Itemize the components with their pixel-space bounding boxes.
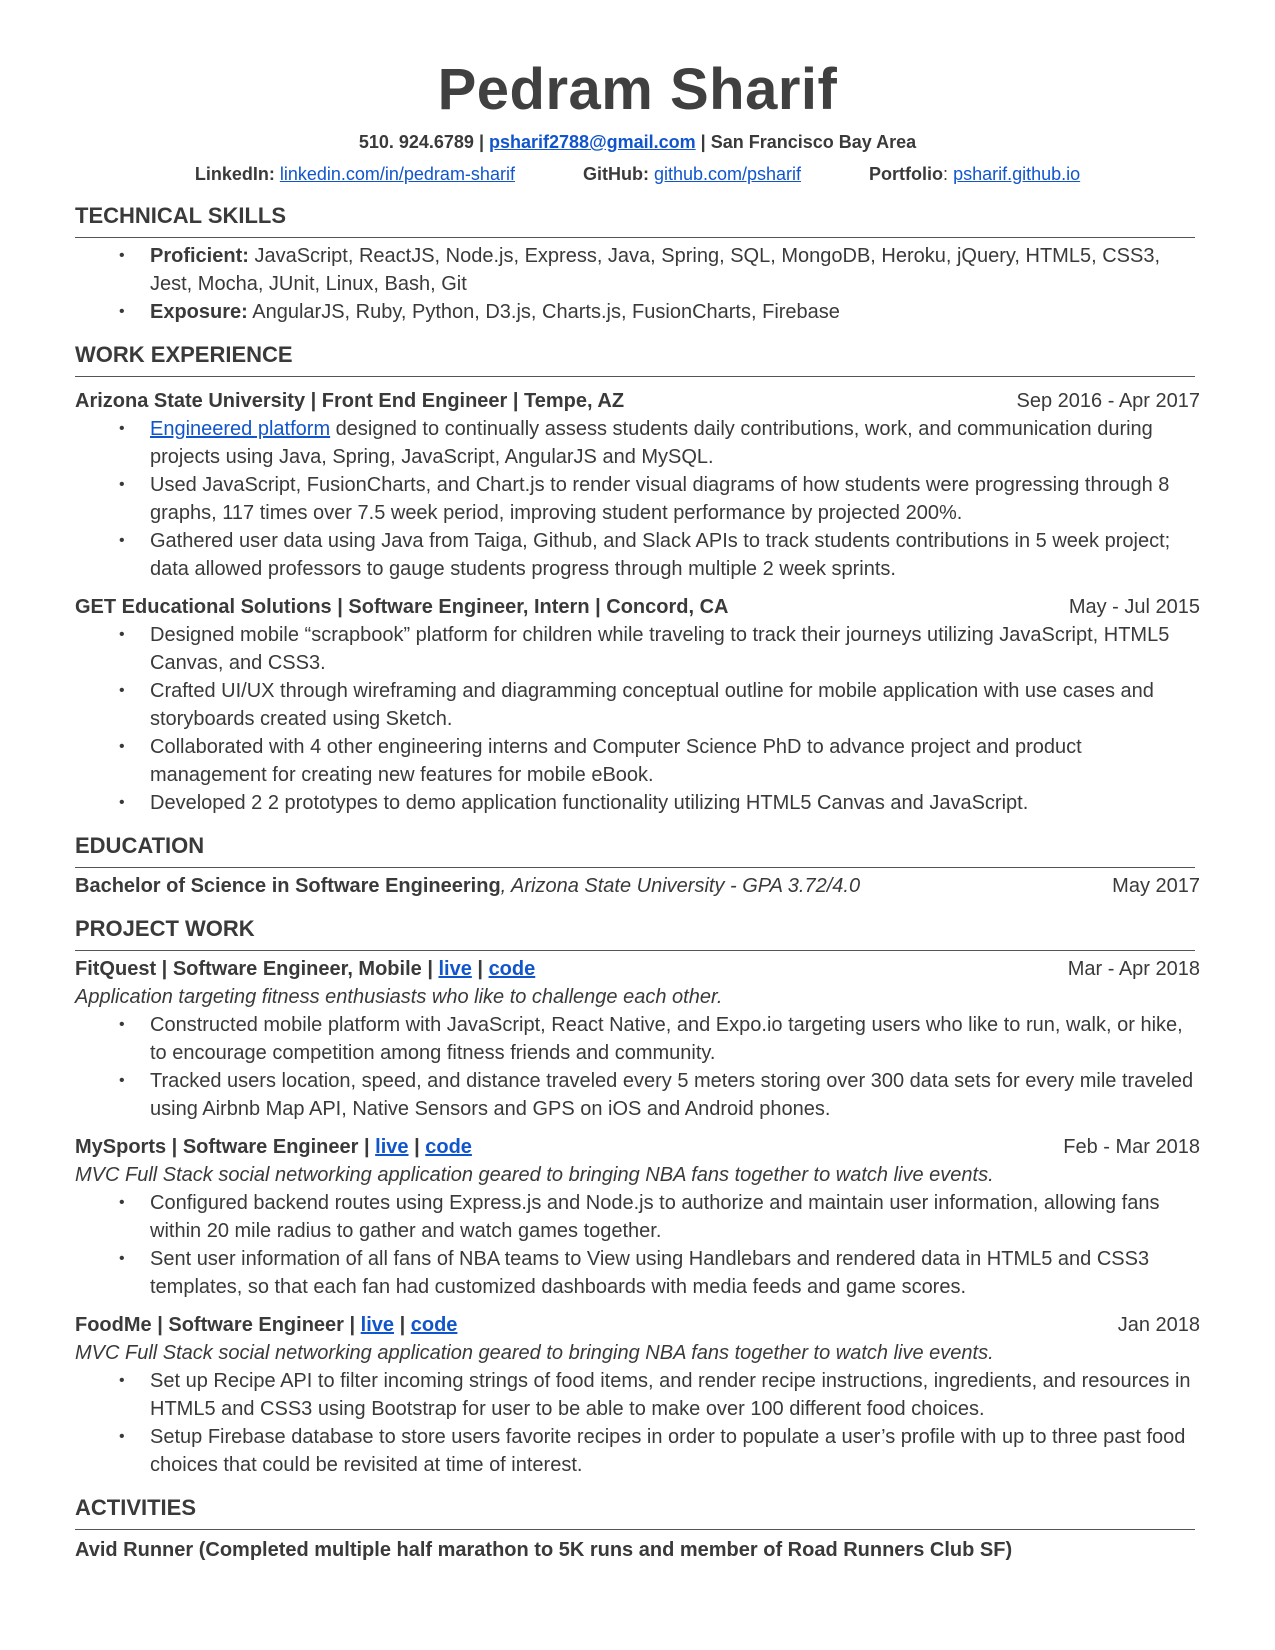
education-row bbox=[75, 872, 1200, 900]
profile-links bbox=[75, 161, 1200, 187]
linkedin-entry bbox=[195, 161, 515, 187]
list-item: • Designed mobile “scrapbook” platform for children while traveling to track their journeys utilizing JavaScript, HTML5 Canvas, and CSS3. bbox=[119, 621, 1200, 677]
project-date: Mar - Apr 2018 bbox=[1067, 958, 1200, 980]
list-item bbox=[119, 242, 1200, 298]
code-link[interactable]: code bbox=[488, 958, 536, 980]
list-item: • Crafted UI/UX through wireframing and diagramming conceptual outline for mobile application with use cases and storyboards created using Sketch. bbox=[119, 677, 1200, 733]
job-heading: Arizona State University | Front End Engineer | Tempe, AZ bbox=[75, 390, 625, 412]
list-item: • Used JavaScript, FusionCharts, and Chart.js to render visual diagrams of how students were progressing through 8 graphs, 117 times over 7.5 week period, improving student performance by projected 200%. bbox=[119, 471, 1200, 527]
education-date: May 2017 bbox=[1112, 875, 1200, 897]
list-item: • Set up Recipe API to filter incoming strings of food items, and render recipe instructions, ingredients, and resources in HTML5 and CSS3 using Bootstrap for user to be able to make over 100 different food choices. bbox=[119, 1367, 1200, 1423]
separator: | bbox=[700, 132, 706, 152]
list-item bbox=[119, 415, 1200, 471]
degree: Bachelor of Science in Software Engineering bbox=[75, 875, 501, 897]
resume-page bbox=[75, 55, 1200, 1564]
portfolio-colon: : bbox=[943, 164, 949, 184]
project-title: MySports | Software Engineer | bbox=[75, 1136, 370, 1158]
live-link[interactable]: live bbox=[375, 1136, 409, 1158]
section-title-education: EDUCATION bbox=[75, 833, 205, 858]
bullet-text: designed to continually assess students daily contributions, work, and communication during projects using Java, Spring, JavaScript, AngularJS and MySQL. bbox=[150, 418, 1153, 468]
school: , Arizona State University - GPA 3.72/4.0 bbox=[500, 875, 861, 897]
project-bullets bbox=[119, 1367, 1200, 1479]
section-title-work: WORK EXPERIENCE bbox=[75, 342, 293, 367]
separator: | bbox=[478, 132, 484, 152]
section-title-activities: ACTIVITIES bbox=[75, 1495, 197, 1520]
list-item: • Gathered user data using Java from Taiga, Github, and Slack APIs to track students contributions in 5 week project; data allowed professors to gauge students progress through multiple 2 week sprints. bbox=[119, 527, 1200, 583]
project-heading: FitQuest | Software Engineer, Mobile | live | code bbox=[75, 958, 536, 980]
project-header bbox=[75, 1133, 1200, 1161]
location: San Francisco Bay Area bbox=[710, 132, 917, 152]
code-link[interactable]: code bbox=[425, 1136, 472, 1158]
code-link[interactable]: code bbox=[410, 1314, 458, 1336]
proficient-skills: JavaScript, ReactJS, Node.js, Express, Java, Spring, SQL, MongoDB, Heroku, jQuery, HTML5, CSS3, Jest, Mocha, JUnit, Linux, Bash, Git bbox=[150, 245, 1161, 295]
list-item: • Configured backend routes using Express.js and Node.js to authorize and maintain user information, allowing fans within 20 mile radius to gather and watch games together. bbox=[119, 1189, 1200, 1245]
project-heading: MySports | Software Engineer | live | code bbox=[75, 1136, 472, 1158]
project-description: Application targeting fitness enthusiasts who like to challenge each other. bbox=[75, 986, 723, 1008]
email-link[interactable]: psharif2788@gmail.com bbox=[489, 132, 696, 152]
engineered-platform-link[interactable]: Engineered platform bbox=[150, 418, 331, 440]
list-item: • Sent user information of all fans of NBA teams to View using Handlebars and rendered data in HTML5 and CSS3 templates, so that each fan had customized dashboards with media feeds and game scores. bbox=[119, 1245, 1200, 1301]
section-divider bbox=[75, 376, 1195, 377]
contact-line bbox=[75, 129, 1200, 155]
proficient-label: Proficient: bbox=[150, 245, 249, 267]
project-heading: FoodMe | Software Engineer | live | code bbox=[75, 1314, 458, 1336]
job-bullets bbox=[119, 621, 1200, 817]
list-item: • Constructed mobile platform with JavaScript, React Native, and Expo.io targeting users who like to run, walk, or hike, to encourage competition among fitness friends and community. bbox=[119, 1011, 1200, 1067]
section-divider bbox=[75, 867, 1195, 868]
list-item: • Setup Firebase database to store users favorite recipes in order to populate a user’s profile with up to three past food choices that could be revisited at time of interest. bbox=[119, 1423, 1200, 1479]
exposure-label: Exposure: bbox=[150, 301, 248, 323]
list-item: • Tracked users location, speed, and distance traveled every 5 meters storing over 300 data sets for every mile traveled using Airbnb Map API, Native Sensors and GPS on iOS and Android phones. bbox=[119, 1067, 1200, 1123]
project-date: Feb - Mar 2018 bbox=[1063, 1136, 1200, 1158]
portfolio-link[interactable]: psharif.github.io bbox=[953, 164, 1081, 184]
linkedin-link[interactable]: linkedin.com/in/pedram-sharif bbox=[279, 164, 515, 184]
activity-entry: Avid Runner (Completed multiple half marathon to 5K runs and member of Road Runners Club SF) bbox=[75, 1539, 1013, 1561]
section-title-skills: TECHNICAL SKILLS bbox=[75, 203, 287, 228]
live-link[interactable]: live bbox=[360, 1314, 395, 1336]
job-date: May - Jul 2015 bbox=[1068, 596, 1200, 618]
section-title-projects: PROJECT WORK bbox=[75, 916, 255, 941]
github-link[interactable]: github.com/psharif bbox=[653, 164, 802, 184]
project-header bbox=[75, 955, 1200, 983]
project-title: FoodMe | Software Engineer | bbox=[75, 1314, 356, 1336]
list-item: • Collaborated with 4 other engineering interns and Computer Science PhD to advance project and product management for creating new features for mobile eBook. bbox=[119, 733, 1200, 789]
project-description: MVC Full Stack social networking application geared to bringing NBA fans together to watch live events. bbox=[75, 1342, 994, 1364]
project-title: FitQuest | Software Engineer, Mobile | bbox=[75, 958, 433, 980]
job-header bbox=[75, 387, 1200, 415]
github-label: GitHub: bbox=[582, 164, 649, 184]
project-header bbox=[75, 1311, 1200, 1339]
linkedin-label: LinkedIn: bbox=[194, 164, 275, 184]
section-divider bbox=[75, 237, 1195, 238]
section-divider bbox=[75, 1529, 1195, 1530]
phone-number: 510. 924.6789 bbox=[358, 132, 474, 152]
list-item: • Developed 2 2 prototypes to demo application functionality utilizing HTML5 Canvas and JavaScript. bbox=[119, 789, 1200, 817]
exposure-skills: AngularJS, Ruby, Python, D3.js, Charts.js, FusionCharts, Firebase bbox=[252, 301, 840, 323]
job-date: Sep 2016 - Apr 2017 bbox=[1016, 390, 1200, 412]
github-entry bbox=[583, 161, 801, 187]
education-entry bbox=[75, 872, 860, 900]
portfolio-label: Portfolio bbox=[869, 164, 944, 184]
job-bullets bbox=[119, 415, 1200, 583]
live-link[interactable]: live bbox=[438, 958, 472, 980]
section-divider bbox=[75, 950, 1195, 951]
job-heading: GET Educational Solutions | Software Engineer, Intern | Concord, CA bbox=[75, 596, 729, 618]
job-header bbox=[75, 593, 1200, 621]
project-bullets bbox=[119, 1189, 1200, 1301]
project-bullets bbox=[119, 1011, 1200, 1123]
resume-name: Pedram Sharif bbox=[437, 57, 838, 122]
skills-list bbox=[119, 242, 1200, 326]
project-description: MVC Full Stack social networking application geared to bringing NBA fans together to watch live events. bbox=[75, 1164, 994, 1186]
portfolio-entry bbox=[869, 161, 1080, 187]
list-item bbox=[119, 298, 1200, 326]
project-date: Jan 2018 bbox=[1117, 1314, 1200, 1336]
